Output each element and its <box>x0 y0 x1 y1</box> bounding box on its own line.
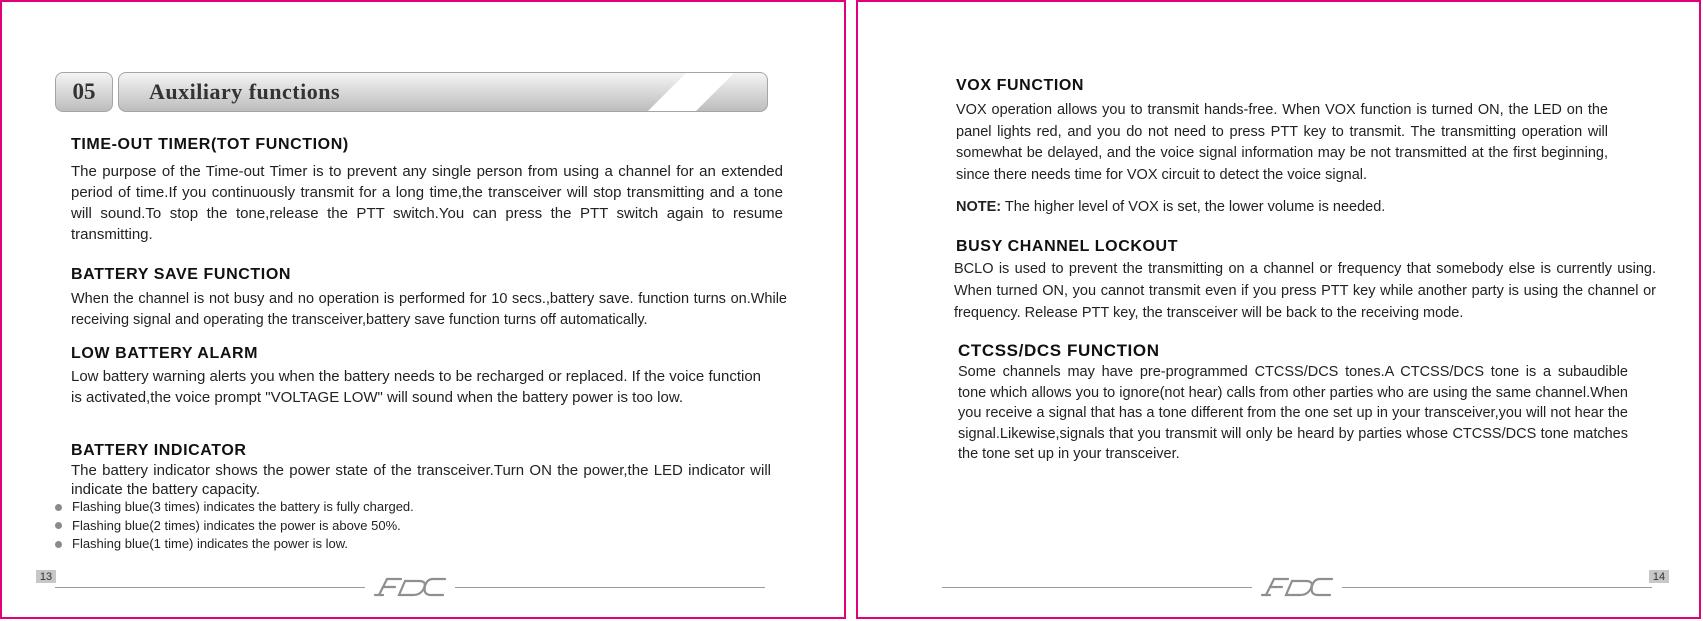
battery-save-title: BATTERY SAVE FUNCTION <box>71 266 292 283</box>
low-battery-title: LOW BATTERY ALARM <box>71 345 259 362</box>
battery-indicator-title: BATTERY INDICATOR <box>71 442 247 459</box>
chapter-number: 05 <box>55 72 113 112</box>
ctcss-title: CTCSS/DCS FUNCTION <box>958 341 1160 360</box>
list-item: Flashing blue(1 time) indicates the power is low. <box>55 535 414 554</box>
list-item: Flashing blue(3 times) indicates the battery is fully charged. <box>55 498 414 517</box>
battery-indicator-body: The battery indicator shows the power state of the transceiver.Turn ON the power,the LED indicator will indicate the battery capacity. <box>71 462 771 498</box>
bullet-icon <box>55 504 62 511</box>
chapter-title: Auxiliary functions <box>149 79 341 104</box>
chapter-header-bar <box>118 72 768 112</box>
right-page <box>856 0 1701 619</box>
ctcss-body: Some channels may have pre-programmed CTCSS/DCS tones.A CTCSS/DCS tone is a subaudible tone which allows you to ignore(not hear) calls from other parties who are using the same channel.When you receive a signal that has a tone different from the one set up in your transceiver,you will not hear the signal.Likewise,signals that you transmit will only be heard by parties whose CTCSS/DCS tone matches the tone set up in your transceiver. <box>958 364 1628 462</box>
page-number: 14 <box>1649 570 1669 583</box>
footer-line-right <box>455 587 765 588</box>
page-number: 13 <box>36 570 56 583</box>
bclo-title: BUSY CHANNEL LOCKOUT <box>956 238 1179 255</box>
vox-body: VOX operation allows you to transmit hands-free. When VOX function is turned ON, the LED on the panel lights red, and you do not need to press PTT key to transmit. The transmitting operation will somewhat be delayed, and the voice signal information may be not transmitted at the first beginning, since there needs time for VOX circuit to detect the voice signal. <box>956 102 1608 183</box>
tot-body: The purpose of the Time-out Timer is to prevent any single person from using a channel for an extended period of time.If you continuously transmit for a long time,the transceiver will stop transmitting and a tone will sound.To stop the tone,release the PTT switch.You can press the PTT switch again to resume transmitting. <box>71 163 783 243</box>
footer-line-right <box>1342 587 1652 588</box>
bclo-body: BCLO is used to prevent the transmitting on a channel or frequency that somebody else is currently using. When turned ON, you cannot transmit even if you press PTT key while another party is using the channel or frequency. Release PTT key, the transceiver will be back to the receiving mode. <box>954 261 1656 321</box>
fdc-logo-icon <box>373 576 447 598</box>
bullet-icon <box>55 522 62 529</box>
left-page <box>0 0 846 619</box>
fdc-logo-icon <box>1260 576 1334 598</box>
battery-indicator-list <box>55 498 414 554</box>
vox-note <box>956 197 1616 218</box>
list-item: Flashing blue(2 times) indicates the power is above 50%. <box>55 517 414 536</box>
vox-title: VOX FUNCTION <box>956 77 1085 94</box>
header-slash-decoration <box>648 73 734 111</box>
bullet-icon <box>55 541 62 548</box>
tot-title: TIME-OUT TIMER(TOT FUNCTION) <box>71 136 349 153</box>
footer-line-left <box>942 587 1252 588</box>
note-label: NOTE: <box>956 199 1002 215</box>
low-battery-body: Low battery warning alerts you when the battery needs to be recharged or replaced. If the voice function is activated,the voice prompt "VOLTAGE LOW" will sound when the battery power is too low. <box>71 368 761 406</box>
footer-line-left <box>55 587 365 588</box>
note-text: The higher level of VOX is set, the lower volume is needed. <box>1001 199 1386 215</box>
battery-save-body: When the channel is not busy and no operation is performed for 10 secs.,battery save. function turns on.While receiving signal and operating the transceiver,battery save function turns off automatically. <box>71 291 787 328</box>
